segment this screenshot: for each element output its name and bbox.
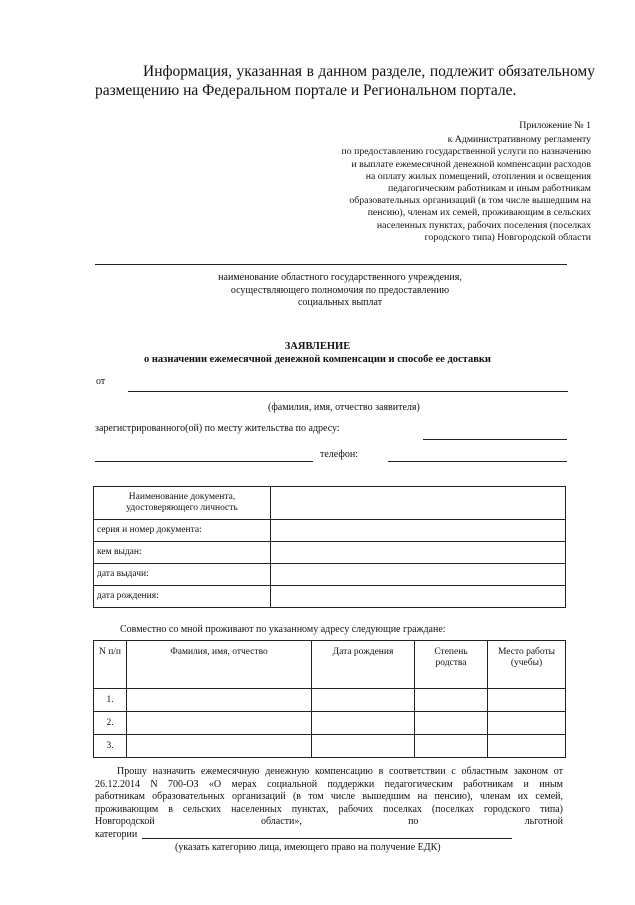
request-word: льготной — [524, 816, 563, 827]
residents-caption: Совместно со мной проживают по указанному адресу следующие граждане: — [120, 624, 446, 635]
table-row — [94, 641, 566, 689]
category-caption: (указать категорию лица, имеющего право на получение ЕДК) — [175, 842, 441, 853]
cell-relationship[interactable] — [415, 712, 488, 735]
fio-caption: (фамилия, имя, отчество заявителя) — [268, 402, 420, 413]
from-label: от — [96, 376, 106, 387]
request-word: области», — [260, 816, 302, 827]
institution-caption — [150, 272, 530, 310]
document-title — [0, 340, 635, 366]
id-row-value[interactable] — [271, 520, 566, 542]
appendix-line: городского типа) Новгородской области — [424, 231, 591, 243]
address-field-1[interactable] — [423, 439, 567, 440]
row-number: 2. — [94, 712, 127, 735]
cell-workplace[interactable] — [488, 712, 566, 735]
table-row — [94, 712, 566, 735]
cell-relationship[interactable] — [415, 689, 488, 712]
id-header-value[interactable] — [271, 487, 566, 520]
request-word: Новгородской — [95, 816, 155, 827]
appendix-title: Приложение № 1 — [519, 120, 591, 131]
header-workplace: Место работы (учебы) — [488, 641, 566, 689]
id-row-value[interactable] — [271, 542, 566, 564]
institution-caption-line: наименование областного государственного учреждения, — [218, 272, 462, 283]
header-number: N п/п — [94, 641, 127, 689]
appendix-line: образовательных организаций (в том числе вышедшим на — [349, 195, 591, 207]
appendix-block — [291, 120, 591, 244]
id-row-label: дата рождения: — [94, 586, 271, 608]
request-line: Прошу назначить ежемесячную денежную компенсацию в соответствии с областным законом от — [117, 766, 563, 777]
table-row — [94, 564, 566, 586]
cell-birthdate[interactable] — [312, 712, 415, 735]
table-row — [94, 586, 566, 608]
cell-fio[interactable] — [127, 712, 312, 735]
row-number: 1. — [94, 689, 127, 712]
cell-birthdate[interactable] — [312, 735, 415, 758]
row-number: 3. — [94, 735, 127, 758]
identity-document-table — [93, 486, 566, 608]
table-row — [94, 487, 566, 520]
header-birthdate: Дата рождения — [312, 641, 415, 689]
institution-caption-line: социальных выплат — [297, 297, 383, 309]
appendix-line: педагогическим работникам и иным работникам — [388, 183, 591, 195]
registered-address-label: зарегистрированного(ой) по месту жительства по адресу: — [95, 423, 340, 434]
header-fio: Фамилия, имя, отчество — [127, 641, 312, 689]
institution-name-field[interactable] — [95, 264, 567, 265]
title-main: ЗАЯВЛЕНИЕ — [284, 341, 351, 352]
header-relationship: Степень родства — [415, 641, 488, 689]
cell-workplace[interactable] — [488, 735, 566, 758]
table-row — [94, 542, 566, 564]
request-line: работникам образовательных организаций (в том числе вышедшим на пенсию), членам их семей, — [95, 791, 563, 802]
institution-caption-line: осуществляющего полномочия по предоставлению — [230, 284, 450, 296]
table-row — [94, 735, 566, 758]
applicant-fio-field[interactable] — [128, 391, 568, 392]
category-label: категории — [95, 828, 138, 840]
cell-relationship[interactable] — [415, 735, 488, 758]
id-row-value[interactable] — [271, 564, 566, 586]
request-line — [95, 816, 563, 829]
appendix-line: населенных пунктах, рабочих поселения (поселках — [376, 219, 591, 231]
appendix-line: пенсию), членам их семей, проживающим в сельских — [367, 207, 591, 219]
request-word: по — [408, 816, 419, 827]
id-row-label: дата выдачи: — [94, 564, 271, 586]
request-paragraph — [95, 766, 563, 841]
request-line: 26.12.2014 N 700-ОЗ «О мерах социальной поддержки педагогическим работникам и иным — [95, 778, 563, 790]
table-row — [94, 520, 566, 542]
appendix-line: по предоставлению государственной услуги по назначению — [341, 146, 591, 158]
publication-notice: Информация, указанная в данном разделе, подлежит обязательному размещению на Федеральном портале и Региональном портале. — [95, 63, 595, 99]
residents-table — [93, 640, 566, 758]
phone-field[interactable] — [388, 461, 567, 462]
id-row-label: кем выдан: — [94, 542, 271, 564]
phone-label: телефон: — [320, 449, 358, 460]
cell-fio[interactable] — [127, 689, 312, 712]
category-field[interactable] — [142, 838, 512, 839]
request-line: проживающим в сельских населенных пунктах, рабочих поселках (поселках городского типа) — [95, 803, 563, 815]
address-field-2[interactable] — [95, 461, 313, 462]
cell-birthdate[interactable] — [312, 689, 415, 712]
appendix-line: и выплате ежемесячной денежной компенсации расходов — [351, 158, 591, 170]
title-sub: о назначении ежемесячной денежной компенсации и способе ее доставки — [144, 354, 491, 365]
cell-fio[interactable] — [127, 735, 312, 758]
id-row-label: серия и номер документа: — [94, 520, 271, 542]
request-line — [95, 829, 563, 842]
appendix-line: к Административному регламенту — [447, 134, 591, 146]
appendix-line: на оплату жилых помещений, отопления и освещения — [365, 170, 591, 182]
id-header-cell: Наименование документа, удостоверяющего личность — [94, 487, 271, 520]
table-row — [94, 689, 566, 712]
cell-workplace[interactable] — [488, 689, 566, 712]
id-row-value[interactable] — [271, 586, 566, 608]
